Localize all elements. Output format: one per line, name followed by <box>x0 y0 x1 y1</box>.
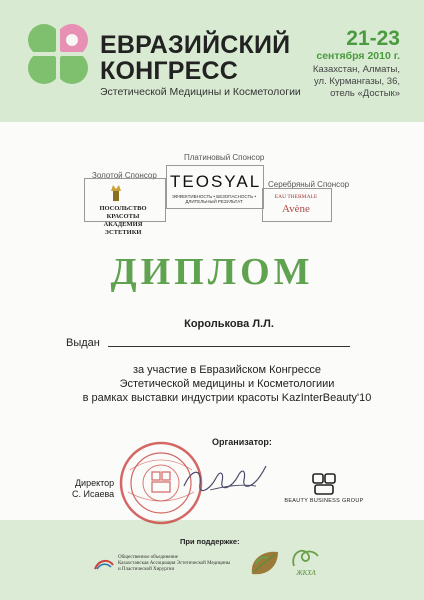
association-name: Общественное объединение Казахстанская Ассоциация Эстетической Медицины и Пластической Хирургии <box>118 555 231 572</box>
beauty-business-group-logo-icon <box>311 472 337 496</box>
director-title: Директор <box>74 478 115 488</box>
crown-icon <box>109 183 123 203</box>
director-signature-block <box>72 478 114 500</box>
diploma-purpose <box>0 363 424 405</box>
recipient-underline <box>108 346 350 347</box>
event-info <box>313 28 400 100</box>
silver-sponsor-brand-top: EAU THERMALE <box>274 194 318 200</box>
purpose-line3: в рамках выставки индустрии красоты KazInterBeauty'10 <box>82 392 372 404</box>
platinum-sponsor-name: TEOSYAL <box>170 172 262 191</box>
director-name: С. Исаева <box>72 489 115 499</box>
purpose-line2: Эстетической медицины и Косметологиии <box>119 378 335 390</box>
support-label: При поддержке: <box>180 537 240 546</box>
silver-sponsor-label: Серебряный Спонсор <box>268 180 350 189</box>
recipient-name: Королькова Л.Л. <box>184 318 274 330</box>
event-month-year: сентября 2010 г. <box>316 50 400 62</box>
partner-swirl-logo-icon <box>288 544 324 570</box>
handwritten-signature <box>180 460 270 500</box>
organizer-name: BEAUTY BUSINESS GROUP <box>284 498 364 504</box>
congress-title-line2: КОНГРЕСС <box>100 57 238 85</box>
event-location-line3: отель «Достык» <box>330 88 400 99</box>
issued-label: Выдан <box>66 337 100 349</box>
congress-subtitle: Эстетической Медицины и Косметологии <box>100 86 301 98</box>
partner-logo-text: ЖКХА <box>296 569 316 577</box>
event-location-line2: ул. Курмангазы, 36, <box>314 76 400 87</box>
congress-title-line1: ЕВРАЗИЙСКИЙ <box>100 31 291 59</box>
purpose-line1: за участие в Евразийском Конгрессе <box>132 364 322 376</box>
organizer-label: Организатор: <box>212 437 272 447</box>
gold-sponsor-label: Золотой Спонсор <box>92 171 157 180</box>
congress-logo-icon <box>22 18 94 90</box>
platinum-sponsor-tagline: ЭФФЕКТИВНОСТЬ • БЕЗОПАСНОСТЬ • ДЛИТЕЛЬНЫЙ РЕЗУЛЬТАТ <box>171 194 257 204</box>
event-dates: 21-23 <box>346 27 400 50</box>
platinum-sponsor-label: Платиновый Спонсор <box>184 153 265 162</box>
silver-sponsor-name: Avène <box>282 203 310 215</box>
association-logo-icon <box>93 557 115 571</box>
gold-sponsor-name: ПОСОЛЬСТВО КРАСОТЫ АКАДЕМИЯ ЭСТЕТИКИ <box>99 205 147 236</box>
leaf-logo-icon <box>248 548 282 578</box>
event-location-line1: Казахстан, Алматы, <box>312 64 400 75</box>
diploma-heading: ДИПЛОМ <box>110 251 314 293</box>
